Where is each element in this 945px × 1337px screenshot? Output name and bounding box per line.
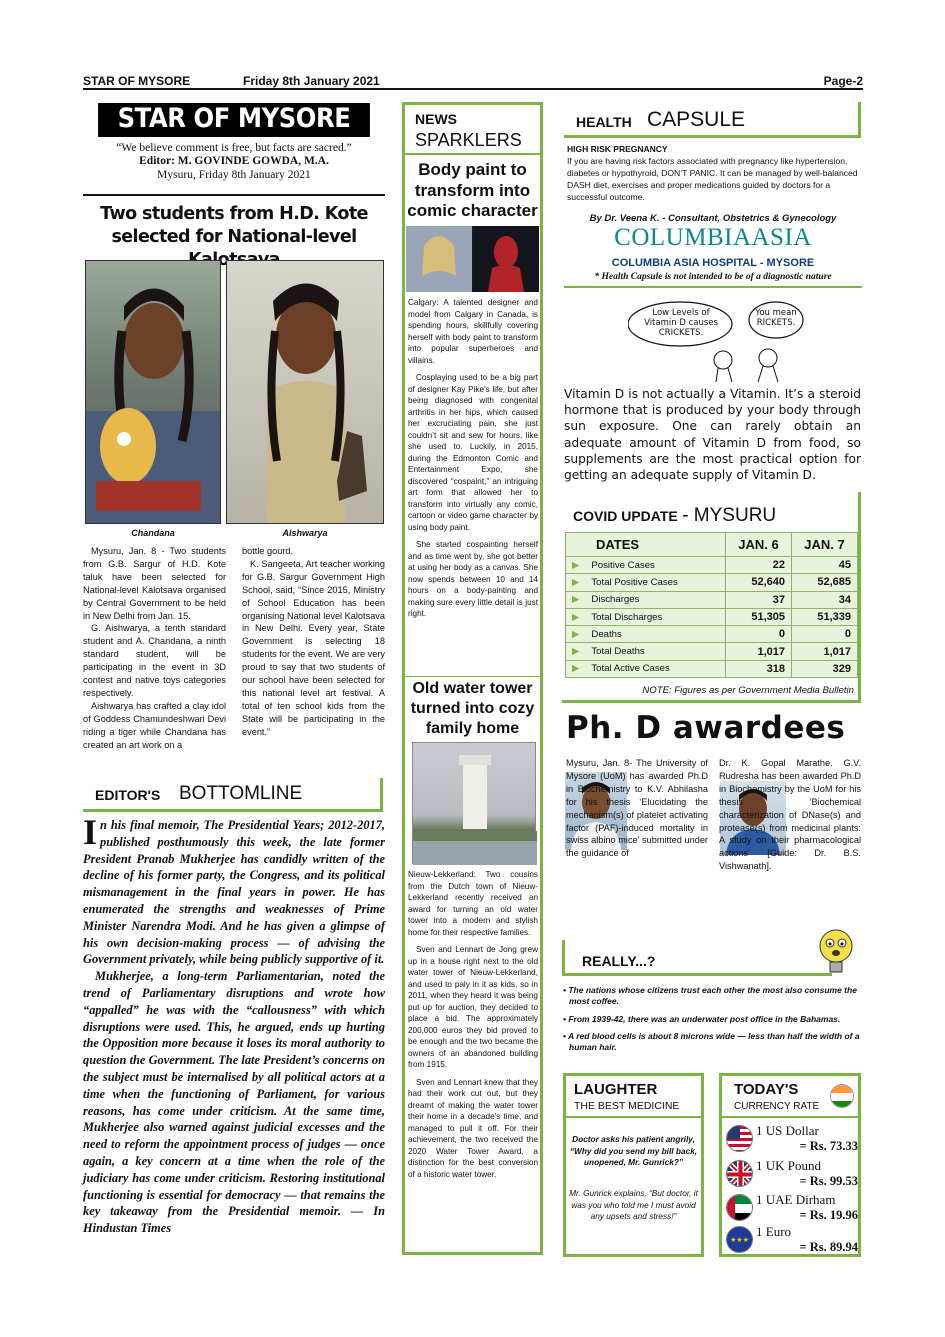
bottomline-body	[83, 812, 385, 1237]
sparklers-headline-2: Old water tower turned into cozy family home	[405, 676, 540, 739]
columbia-asia-logo: COLUMBIAASIA	[614, 224, 812, 251]
covid-table	[565, 532, 858, 678]
phd-left-text: Mysuru, Jan. 8- The University of Mysore (UoM) has awarded Ph.D in Biochemistry to K.V. Abhilasha for his thesis ‘Elucidating the mechanism(s) of platelet activating factor (PAF)-induced mortality in swiss albino mice’ submitted under the guidance of	[566, 758, 708, 859]
dropcap: I	[83, 812, 98, 852]
story-para: Calgary: A talented designer and model from Calgary in Canada, is spending hours, skillfully covering herself with body paint to transform into popular superheroes and villains.	[408, 298, 538, 365]
photo-water-tower	[412, 742, 536, 864]
currency-name: 1 UAE Dirham	[756, 1192, 836, 1207]
masthead	[83, 103, 385, 196]
story-para: Sven and Lennart de Jong grew up in a house right next to the old water tower of Nieuw-Lekkerland, and used to paly in it as kids, so in 2011, when they heard it was being put up for auction, they decided to place a bid. The approximately 200,000 euros they bid proved to be enough and the two became the owners of an abandoned building from 1915.	[408, 945, 538, 1069]
masthead-dateline: Mysuru, Friday 8th January 2021	[157, 169, 311, 181]
table-row: ▶ Total Positive Cases 52,640 52,685	[566, 574, 858, 591]
table-row: ▶ Total Discharges 51,305 51,339	[566, 608, 858, 625]
caption-chandana: Chandana	[131, 528, 175, 538]
currency-label: TODAY'S	[734, 1081, 799, 1098]
health-note: * Health Capsule is not intended to be of a diagnostic nature	[564, 272, 862, 288]
covid-header-jan7: JAN. 7	[792, 533, 858, 557]
phd-right-text: Dr. K. Gopal Marathe. G.V. Rudresha has been awarded Ph.D in Biochemistry by the UoM for his thesis ‘Biochemical characterization of DNase(s) and protease(s) from medicinal plants: A study on their pharmacological actions’ [Guide: Dr. B.S. Vishwanath].	[719, 758, 861, 872]
list-item: • The nations whose citizens trust each other the most also consume the most coffee.	[563, 985, 857, 1007]
kalotsava-para: Mysuru, Jan. 8 - Two students from G.B. Sargur of H.D. Kote taluk have been selected for National-level Kalotsava organised by Central Government to be held in New Delhi from Jan. 15.	[83, 546, 226, 621]
table-row: ▶ Total Deaths 1,017 1,017	[566, 643, 858, 660]
kalotsava-para: K. Sangeeta, Art teacher working for G.B. Sargur Government High School, said, “Since 2015, Ministry of School Education has been organising National level Kalotsava in New Delhi. Every year, State Government is selecting 18 students for the event. We are very proud to say that two students of our school have been selected for this national level art festival. A total of ten school kids from the State will be participating in the event.”	[242, 558, 386, 737]
currency-row	[724, 1224, 858, 1256]
phd-headline: Ph. D awardees	[566, 710, 846, 746]
covid-header-dates: DATES	[566, 533, 726, 557]
covid-label-bold: COVID UPDATE	[573, 508, 678, 524]
covid-label	[573, 505, 776, 527]
currency-rate: = Rs. 73.33	[799, 1139, 858, 1153]
really-list	[561, 985, 861, 1053]
currency-label-box	[722, 1076, 858, 1118]
header-paper-name: STAR OF MYSORE	[83, 74, 191, 88]
kalotsava-para: Aishwarya has crafted a clay idol of Goddess Chamundeshwari Devi riding a tiger while Chandana has created an art work on a	[83, 700, 226, 750]
lightbulb-icon	[812, 926, 860, 978]
table-row: ▶ Deaths 0 0	[566, 626, 858, 643]
bottomline-label-box	[83, 778, 383, 812]
header-page-number: Page-2	[823, 74, 863, 88]
currency-name: 1 US Dollar	[756, 1123, 819, 1138]
list-item: • A red blood cells is about 8 microns wide — less than half the width of a human hair.	[563, 1030, 860, 1053]
kalotsava-column-1	[83, 545, 226, 752]
photo-body-paint	[406, 226, 539, 292]
uae-flag-icon	[726, 1194, 753, 1221]
story-para: Sven and Lennart knew that they had their work cut out, but they dreamt of making the water tower their home in a decade’s time, and managed to pull it off. For their achievement, the two received the 2020 Water Tower Award, a distinction for the best conversion of a historic water tower.	[408, 1077, 538, 1179]
sparklers-story-1	[408, 297, 538, 620]
laughter-label: LAUGHTER	[574, 1081, 658, 1098]
health-label-box	[564, 102, 861, 138]
currency-row	[724, 1191, 858, 1225]
really-label: REALLY...?	[582, 953, 656, 969]
arrow-icon: ▶	[572, 594, 580, 606]
arrow-icon: ▶	[572, 628, 580, 640]
arrow-icon: ▶	[572, 663, 580, 675]
table-row: ▶ Discharges 37 34	[566, 591, 858, 608]
health-byline: By Dr. Veena K. - Consultant, Obstetrics & Gynecology	[589, 213, 837, 224]
photo-aishwarya	[226, 260, 384, 524]
laughter-label-box	[566, 1076, 701, 1118]
caption-aishwarya: Aishwarya	[282, 528, 328, 538]
currency-rate: = Rs. 99.53	[799, 1174, 858, 1188]
header-date: Friday 8th January 2021	[243, 74, 380, 88]
currency-rate: = Rs. 89.94	[799, 1240, 858, 1254]
rickets-cartoon	[628, 300, 804, 382]
arrow-icon: ▶	[572, 646, 580, 658]
bottomline-label-bold: EDITOR'S	[95, 787, 161, 803]
running-header	[83, 74, 863, 90]
health-subtitle: HIGH RISK PREGNANCY	[567, 144, 668, 154]
bottomline-para: Mukherjee, a long-term Parliamentarian, noted the trend of Parliamentary disruptions and wrote how “appalled” he was with the “callousness” with which disruptions were used. This, he argued, ends up hurting the Opposition more because it loses its moral authority to question the Government. The late President’s concerns on the subject must be internalised by all political actors at a time when the functioning of Parliament, for various reasons, has come under criticism. At the same time, Mukherjee also warned against judicial excesses and the need to reform the appointment process of judges — once again, a key concern at a time when the role of the judiciary has come under criticism. Restoring institutional functioning is essential for democracy — that remains the key takeaway from the Presidential memoir. — In Hindustan Times	[83, 969, 385, 1236]
currency-sub: CURRENCY RATE	[734, 1101, 820, 1112]
uk-flag-icon	[726, 1160, 753, 1187]
masthead-editor: Editor: M. GOVINDE GOWDA, M.A.	[139, 155, 329, 167]
laughter-sub: THE BEST MEDICINE	[574, 1100, 680, 1112]
covid-header-jan6: JAN. 6	[726, 533, 792, 557]
vitamin-d-text: Vitamin D is not actually a Vitamin. It’s a steroid hormone that is produced by your body through sun exposure. One can rarely obtain an adequate amount of Vitamin D from food, so supplements are the most practical option for getting an adequate supply of Vitamin D.	[564, 387, 861, 483]
currency-name: 1 Euro	[756, 1224, 792, 1239]
kalotsava-headline: Two students from H.D. Kote selected for National-level	[100, 204, 368, 247]
currency-row	[724, 1157, 858, 1191]
currency-name: 1 UK Pound	[756, 1158, 822, 1173]
sparklers-label-bold: NEWS	[415, 111, 457, 127]
india-flag-icon	[830, 1084, 854, 1108]
joke-question: Doctor asks his patient angrily, “Why did you send my bill back, unopened, Mr. Gunrick?”	[569, 1134, 698, 1167]
currency-rate: = Rs. 19.96	[799, 1208, 858, 1222]
health-body: If you are having risk factors associated with pregnancy like hypertension, diabetes or hypothyroid, DON’T PANIC. It can be managed by well-balanced DASH diet, exercises and proper medications guided by doctors for a successful outcome.	[567, 156, 858, 202]
sparklers-label-light: SPARKLERS	[415, 130, 522, 150]
covid-header-row	[566, 533, 858, 557]
covid-note: NOTE: Figures as per Government Media Bulletin	[642, 685, 854, 696]
arrow-icon: ▶	[572, 576, 580, 588]
kalotsava-para: G. Aishwarya, a tenth standard student and A. Chandana, a ninth standard student, will be participating in the event in 3D contest and native toys categories respectively.	[83, 623, 226, 698]
speech-bubble-left: Low Levels of Vitamin D causes CRICKETS.	[644, 308, 718, 338]
joke-answer: Mr. Gunrick explains, “But doctor, it was you who told me I must avoid any upsets and stress!”	[569, 1188, 698, 1221]
us-flag-icon	[726, 1125, 753, 1152]
masthead-motto: “We believe comment is free, but facts are sacred.”	[116, 142, 352, 154]
table-row: ▶ Positive Cases 22 45	[566, 557, 858, 574]
hospital-name: COLUMBIA ASIA HOSPITAL - MYSORE	[611, 257, 815, 269]
table-row: ▶ Total Active Cases 318 329	[566, 660, 858, 677]
masthead-title: STAR OF MYSORE	[98, 103, 370, 137]
list-item: • From 1939-42, there was an underwater post office in the Bahamas.	[563, 1013, 841, 1024]
arrow-icon: ▶	[572, 559, 580, 571]
speech-bubble-right: You mean RICKETS.	[755, 308, 797, 328]
story-para: Nieuw-Lekkerland: Two cousins from the Dutch town of Nieuw-Lekkerland recently received an award for turning an old water tower into a modern and stylish home for their respective families.	[408, 870, 538, 937]
arrow-icon: ▶	[572, 611, 580, 623]
kalotsava-column-2	[242, 545, 385, 739]
eu-flag-icon: ★★★	[726, 1226, 753, 1253]
sparklers-story-2	[408, 869, 538, 1180]
covid-label-light: - MYSURU	[682, 505, 777, 526]
health-label-bold: HEALTH	[576, 114, 632, 130]
bottomline-para: In his final memoir, The Presidential Years; 2012-2017, published posthumously this week, the late former President Pranab Mukherjee has candidly written of the decline of his former party, the Congress, and its political mismanagement in the final years in power. He has enumerated the strengths and weaknesses of Prime Minister Narendra Modi. And he has given a glimpse of his own decision-making process — of advising the Government privately, while being publicly supportive of it.	[83, 812, 385, 967]
photo-chandana	[85, 260, 221, 524]
currency-row	[724, 1122, 858, 1156]
health-label-light: CAPSULE	[647, 108, 746, 131]
story-para: Cosplaying used to be a big part of designer Kay Pike’s life, but after being diagnosed with congenital arthritis in her hips, which caused her excruciating pain, she just couldn’t sit and sew for hours, like she used to. Luckily, in 2015, during the Edmonton Comic and Entertainment Expo, she discovered “cospaint,” an intriguing art form that allowed her to transform into virtually any comic, cartoon or video game character by using body paint.	[408, 373, 538, 532]
kalotsava-para: bottle gourd.	[242, 546, 294, 556]
bottomline-label-light: BOTTOMLINE	[179, 783, 303, 804]
story-para: She started cospainting herself and as time went by, she got better at using her body as a canvas. She now spends between 10 and 14 hours on a body-painting and making sure every little detail is just right.	[408, 540, 538, 618]
sparklers-headline-1: Body paint to transform into comic character	[407, 160, 538, 220]
sparklers-label	[405, 105, 540, 155]
